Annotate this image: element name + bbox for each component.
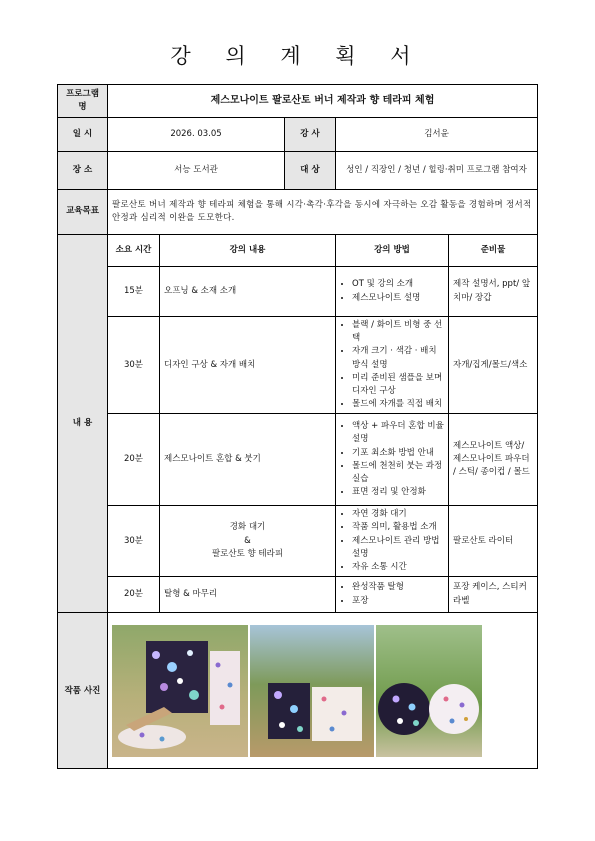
method-item: • 표면 정리 및 안정화 <box>352 486 444 499</box>
lesson-plan-table <box>57 84 538 769</box>
method-item: • 제스모나이트 관리 방법 설명 <box>352 535 444 561</box>
method-item: • 액상 + 파우더 혼합 비율 설명 <box>352 420 444 446</box>
goal-value: 팔로산토 버너 제작과 향 테라피 체험을 통해 시각·촉각·후각을 동시에 자극하는 오감 활동을 경험하며 정서적 안정과 심리적 이완을 도모한다. <box>108 190 538 235</box>
row-content-line: 팔로산토 향 테라피 <box>211 548 284 559</box>
row-content: 오프닝 & 소재 소개 <box>160 267 336 317</box>
method-item: • 자유 소통 시간 <box>352 561 444 574</box>
row-time: 15분 <box>108 267 160 317</box>
program-name: 제스모나이트 팔로산토 버너 제작과 향 테라피 체험 <box>108 85 538 118</box>
table-row <box>58 267 538 317</box>
row-methods <box>336 577 449 613</box>
row-methods <box>336 506 449 577</box>
row-time: 30분 <box>108 506 160 577</box>
row-content-line: & <box>244 535 251 546</box>
row-materials: 자개/집게/몰드/색소 <box>449 317 538 414</box>
column-header: 강의 방법 <box>336 235 449 267</box>
target-value: 성인 / 직장인 / 청년 / 힐링·취미 프로그램 참여자 <box>336 152 538 190</box>
goal-label: 교육목표 <box>58 190 108 235</box>
method-item: • 제스모나이트 설명 <box>352 292 444 305</box>
row-content: 제스모나이트 혼합 & 붓기 <box>160 414 336 506</box>
method-item: • OT 및 강의 소개 <box>352 278 444 291</box>
column-header: 소요 시간 <box>108 235 160 267</box>
page-title: 강 의 계 획 서 <box>170 44 425 68</box>
row-time: 20분 <box>108 577 160 613</box>
row-content <box>160 506 336 577</box>
row-methods <box>336 414 449 506</box>
table-row <box>58 506 538 577</box>
place-value: 서능 도서관 <box>108 152 285 190</box>
row-time: 20분 <box>108 414 160 506</box>
instructor-value: 김서윤 <box>336 118 538 152</box>
column-header: 강의 내용 <box>160 235 336 267</box>
method-item: • 몰드에 천천히 붓는 과정 실습 <box>352 460 444 486</box>
photo-cell <box>108 613 538 769</box>
method-item: • 자개 크기 · 색감 · 배치 방식 설명 <box>352 345 444 371</box>
date-label: 일 시 <box>58 118 108 152</box>
method-item: • 기포 최소화 방법 안내 <box>352 447 444 460</box>
table-row <box>58 317 538 414</box>
row-methods <box>336 317 449 414</box>
method-item: • 포장 <box>352 595 444 608</box>
method-item: • 블랙 / 화이트 비형 중 선택 <box>352 319 444 345</box>
target-label: 대 상 <box>285 152 336 190</box>
place-label: 장 소 <box>58 152 108 190</box>
row-methods <box>336 267 449 317</box>
table-row <box>58 414 538 506</box>
method-item: • 작품 의미, 활용법 소개 <box>352 521 444 534</box>
instructor-label: 강 사 <box>285 118 336 152</box>
method-item: • 미리 준비된 샘플을 보며 디자인 구상 <box>352 372 444 398</box>
row-content: 디자인 구상 & 자개 배치 <box>160 317 336 414</box>
row-materials: 팔로산토 라이터 <box>449 506 538 577</box>
row-content-line: 경화 대기 <box>229 522 266 533</box>
row-time: 30분 <box>108 317 160 414</box>
row-materials: 포장 케이스, 스티커 라벨 <box>449 577 538 613</box>
column-header: 준비물 <box>449 235 538 267</box>
content-label: 내 용 <box>58 235 108 613</box>
photo-label: 작품 사진 <box>58 613 108 769</box>
method-item: • 완성작품 탈형 <box>352 581 444 594</box>
method-item: • 자연 경화 대기 <box>352 508 444 521</box>
row-materials: 제스모나이트 액상/ 제스모나이트 파우더 / 스틱/ 종이컵 / 몰드 <box>449 414 538 506</box>
method-item: • 몰드에 자개를 직접 배치 <box>352 398 444 411</box>
artwork-photo <box>112 625 482 757</box>
row-content: 탈형 & 마무리 <box>160 577 336 613</box>
row-materials: 제작 설명서, ppt/ 앞치마/ 장갑 <box>449 267 538 317</box>
program-label: 프로그램명 <box>58 85 108 118</box>
artwork-photo-image <box>112 625 482 757</box>
table-row <box>58 577 538 613</box>
date-value: 2026. 03.05 <box>108 118 285 152</box>
